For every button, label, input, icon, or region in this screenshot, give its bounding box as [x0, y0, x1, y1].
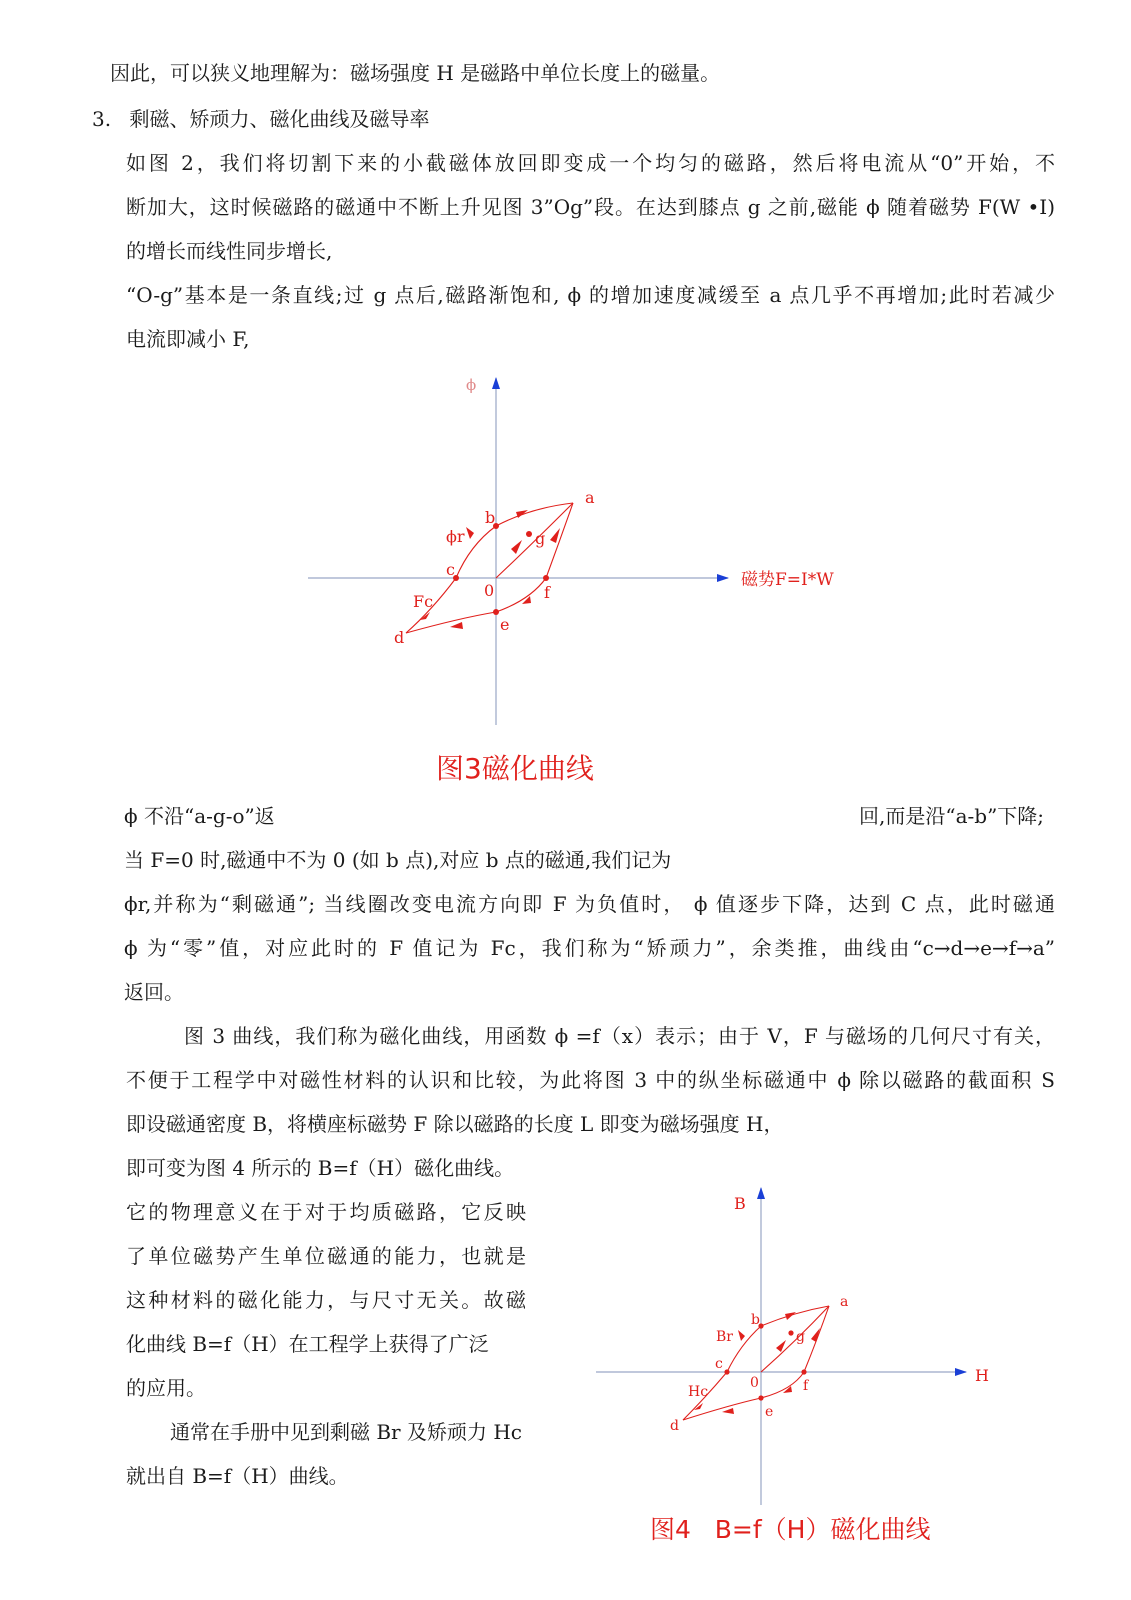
text-line: 即设磁通密度 B，将横座标磁势 F 除以磁路的长度 L 即变为磁场强度 H， [126, 1112, 784, 1136]
point-c [724, 1369, 729, 1374]
text-line: 它的物理意义在于对于均质磁路，它反映 [126, 1200, 526, 1224]
label-e: e [500, 615, 510, 634]
label-c: c [446, 560, 455, 579]
text-line: 回,而是沿“a-b”下降; [859, 804, 1045, 828]
label-d: d [670, 1418, 679, 1434]
label-g: g [796, 1329, 805, 1345]
text-line: ϕ 不沿“a-g-o”返 [124, 804, 275, 828]
text-line: 因此，可以狭义地理解为：磁场强度 H 是磁路中单位长度上的磁量。 [110, 61, 721, 85]
arrow-b-to-c [466, 527, 474, 539]
text-line: “O-g”基本是一条直线;过 g 点后,磁路渐饱和, ϕ 的增加速度减缓至 a 点几乎不再增加;此时若减少 [126, 283, 1055, 307]
arrow-a-to-b [785, 1312, 796, 1320]
arrow-f-to-a [550, 528, 560, 543]
text-line: 的增长而线性同步增长, [126, 239, 333, 263]
figure3-diagram [300, 365, 860, 735]
arrow-o-to-g [511, 540, 522, 554]
point-f [543, 575, 549, 581]
x-axis-label: 磁势F=I*W [741, 570, 834, 590]
text-line: ϕr,并称为“剩磁通”; 当线圈改变电流方向即 F 为负值时， ϕ 值逐步下降，达到 C 点，此时磁通 [124, 892, 1055, 916]
label-d: d [394, 628, 405, 647]
text-line: 返回。 [124, 980, 184, 1004]
label-origin: 0 [750, 1375, 759, 1391]
point-g [788, 1330, 793, 1335]
text-line: 图 3 曲线，我们称为磁化曲线，用函数 ϕ =f（x）表示；由于 V，F 与磁场的几何尺寸有关， [184, 1024, 1055, 1048]
point-g [526, 531, 532, 537]
label-f: f [803, 1378, 809, 1394]
label-b: b [485, 508, 496, 527]
section-heading [92, 106, 429, 132]
label-coercive: Hc [688, 1384, 709, 1400]
curve-points [724, 1323, 806, 1400]
text-line: ϕ 为“零”值，对应此时的 F 值记为 Fc，我们称为“矫顽力”，余类推，曲线由“c→d→e→f→a” [124, 936, 1055, 960]
label-a: a [840, 1294, 849, 1310]
direction-arrows [420, 510, 560, 629]
label-origin: 0 [484, 581, 495, 600]
arrow-d-to-e [722, 1408, 734, 1414]
point-e [493, 609, 499, 615]
section-title: 剩磁、矫顽力、磁化曲线及磁导率 [129, 107, 430, 131]
arrow-b-to-c [738, 1330, 745, 1341]
figure4-diagram [590, 1180, 1000, 1510]
arrow-a-to-b [516, 510, 528, 518]
arrow-d-to-e [450, 622, 463, 629]
label-c: c [715, 1356, 723, 1372]
text-line: 即可变为图 4 所示的 B=f（H）磁化曲线。 [126, 1156, 515, 1180]
text-line: 这种材料的磁化能力，与尺寸无关。故磁 [126, 1288, 526, 1312]
figure4-caption: 图4 B=f（H）磁化曲线 [650, 1515, 931, 1544]
section-number: 3. [92, 107, 112, 131]
text-line: 就出自 B=f（H）曲线。 [126, 1464, 349, 1488]
point-f [801, 1369, 806, 1374]
figure3-caption: 图3磁化曲线 [436, 752, 594, 785]
text-line: 当 F=0 时,磁通中不为 0 (如 b 点),对应 b 点的磁通,我们记为 [124, 848, 672, 872]
text-line: 电流即减小 F, [126, 327, 250, 351]
label-g: g [535, 529, 546, 548]
label-a: a [585, 488, 595, 507]
text-line: 断加大，这时候磁路的磁通中不断上升见图 3”Og”段。在达到膝点 g 之前,磁能 ϕ 随着磁势 F(W •I) [126, 195, 1055, 219]
text-line: 了单位磁势产生单位磁通的能力，也就是 [126, 1244, 526, 1268]
point-e [758, 1395, 763, 1400]
y-axis-label: ϕ [466, 376, 477, 394]
label-coercive: Fc [413, 592, 434, 611]
label-remanence: Br [716, 1329, 733, 1345]
x-axis-label: H [975, 1366, 989, 1385]
label-remanence: ϕr [446, 527, 465, 546]
text-line: 通常在手册中见到剩磁 Br 及矫顽力 Hc [170, 1420, 522, 1444]
text-line: 如图 2，我们将切割下来的小截磁体放回即变成一个均匀的磁路，然后将电流从“0”开始，不 [126, 151, 1055, 175]
label-b: b [751, 1312, 760, 1328]
text-line: 不便于工程学中对磁性材料的认识和比较，为此将图 3 中的纵坐标磁通中 ϕ 除以磁路的截面积 S [126, 1068, 1055, 1092]
text-line: 化曲线 B=f（H）在工程学上获得了广泛 [126, 1332, 489, 1356]
text-line: 的应用。 [126, 1376, 206, 1400]
label-e: e [765, 1404, 774, 1420]
label-f: f [544, 583, 550, 602]
y-axis-label: B [734, 1194, 746, 1213]
